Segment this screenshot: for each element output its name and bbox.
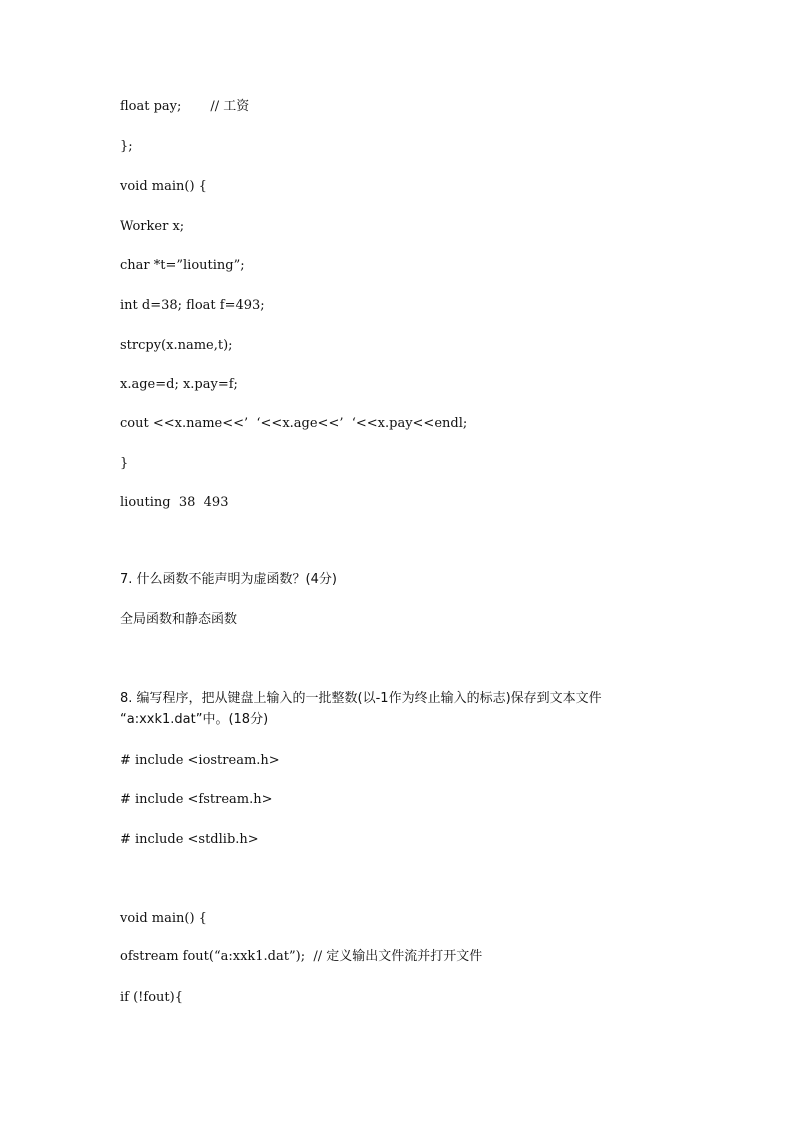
code-line-ofstream: ofstream fout(“a:xxk1.dat”); // 定义输出文件流并打开文件 — [120, 949, 483, 964]
code-include-iostream: # include <iostream.h> — [120, 753, 280, 768]
code-line-assign: x.age=d; x.pay=f; — [120, 377, 238, 392]
code-line-strcpy: strcpy(x.name,t); — [120, 338, 233, 353]
code-line-if-fout: if (!fout){ — [120, 990, 183, 1005]
code-line-void-main: void main() { — [120, 179, 207, 194]
code-line-close-brace: } — [120, 456, 129, 471]
code-line-worker-x: Worker x; — [120, 219, 185, 234]
code-line-struct-end: }; — [120, 139, 133, 154]
question-7: 7. 什么函数不能声明为虚函数？(4分) — [120, 572, 337, 587]
code-include-fstream: # include <fstream.h> — [120, 792, 273, 807]
program-output: liouting 38 493 — [120, 495, 229, 510]
code-line-cout: cout <<x.name<<’ ‘<<x.age<<’ ‘<<x.pay<<endl; — [120, 416, 468, 431]
code-include-stdlib: # include <stdlib.h> — [120, 832, 259, 847]
question-8-line-1: 8. 编写程序，把从键盘上输入的一批整数(以-1作为终止输入的标志)保存到文本文件 — [120, 691, 602, 706]
code-line-float-pay: float pay; // 工资 — [120, 99, 250, 114]
code-line-int-d: int d=38; float f=493; — [120, 298, 265, 313]
code-line-void-main-2: void main() { — [120, 911, 207, 926]
answer-7: 全局函数和静态函数 — [120, 612, 238, 627]
code-line-char-t: char *t=”liouting”; — [120, 258, 245, 273]
question-8-line-2: “a:xxk1.dat”中。(18分) — [120, 712, 269, 727]
